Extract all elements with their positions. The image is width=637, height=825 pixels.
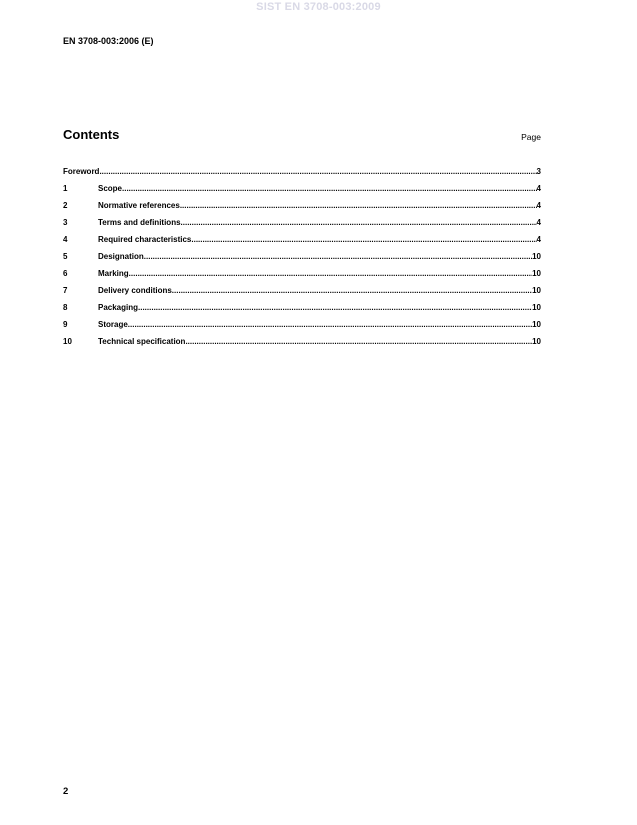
toc-entry-page: 4 [536, 201, 541, 210]
toc-entry-normative-references[interactable] [63, 199, 541, 216]
page-title: Contents [63, 127, 120, 142]
toc-entry-title: Marking [98, 269, 129, 278]
toc-entry-number: 9 [63, 320, 68, 329]
table-of-contents [63, 165, 541, 352]
toc-leader [128, 320, 532, 330]
toc-entry-page: 4 [536, 235, 541, 244]
toc-entry-number: 5 [63, 252, 68, 261]
toc-entry-required-characteristics[interactable] [63, 233, 541, 250]
page-number: 2 [63, 786, 69, 797]
toc-entry-title: Normative references [98, 201, 180, 210]
toc-entry-page: 10 [532, 303, 541, 312]
toc-leader [180, 201, 537, 211]
toc-entry-packaging[interactable] [63, 301, 541, 318]
toc-entry-page: 10 [532, 337, 541, 346]
toc-leader [138, 303, 532, 313]
toc-leader [181, 218, 537, 228]
toc-entry-storage[interactable] [63, 318, 541, 335]
toc-entry-page: 10 [532, 286, 541, 295]
toc-entry-page: 10 [532, 252, 541, 261]
toc-entry-title: Storage [98, 320, 128, 329]
toc-entry-title: Required characteristics [98, 235, 192, 244]
toc-entry-title: Delivery conditions [98, 286, 172, 295]
toc-entry-delivery-conditions[interactable] [63, 284, 541, 301]
toc-leader [172, 286, 532, 296]
toc-entry-terms-and-definitions[interactable] [63, 216, 541, 233]
toc-entry-number: 1 [63, 184, 68, 193]
toc-entry-title: Technical specification [98, 337, 186, 346]
toc-entry-designation[interactable] [63, 250, 541, 267]
toc-entry-title: Packaging [98, 303, 139, 312]
toc-entry-page: 4 [536, 184, 541, 193]
toc-leader [185, 337, 532, 347]
toc-entry-page: 3 [536, 167, 541, 176]
toc-entry-foreword[interactable] [63, 165, 541, 182]
toc-entry-number: 8 [63, 303, 68, 312]
toc-entry-scope[interactable] [63, 182, 541, 199]
toc-entry-marking[interactable] [63, 267, 541, 284]
toc-entry-number: 10 [63, 337, 72, 346]
toc-entry-title: Terms and definitions [98, 218, 181, 227]
watermark: SIST EN 3708-003:2009 [256, 1, 381, 13]
toc-entry-title: Designation [98, 252, 144, 261]
toc-entry-number: 4 [63, 235, 68, 244]
toc-entry-page: 10 [532, 320, 541, 329]
toc-leader [99, 167, 536, 177]
toc-leader [144, 252, 532, 262]
toc-entry-page: 10 [532, 269, 541, 278]
document-code: EN 3708-003:2006 (E) [63, 36, 154, 46]
toc-entry-number: 7 [63, 286, 68, 295]
toc-leader [122, 184, 537, 194]
toc-entry-number: 6 [63, 269, 68, 278]
toc-entry-title: Scope [98, 184, 123, 193]
page-column-label: Page [521, 132, 541, 142]
toc-entry-technical-specification[interactable] [63, 335, 541, 352]
toc-entry-page: 4 [536, 218, 541, 227]
toc-entry-number: 3 [63, 218, 68, 227]
toc-leader [129, 269, 532, 279]
toc-entry-title: Foreword [63, 167, 100, 176]
toc-leader [191, 235, 536, 245]
toc-entry-number: 2 [63, 201, 68, 210]
